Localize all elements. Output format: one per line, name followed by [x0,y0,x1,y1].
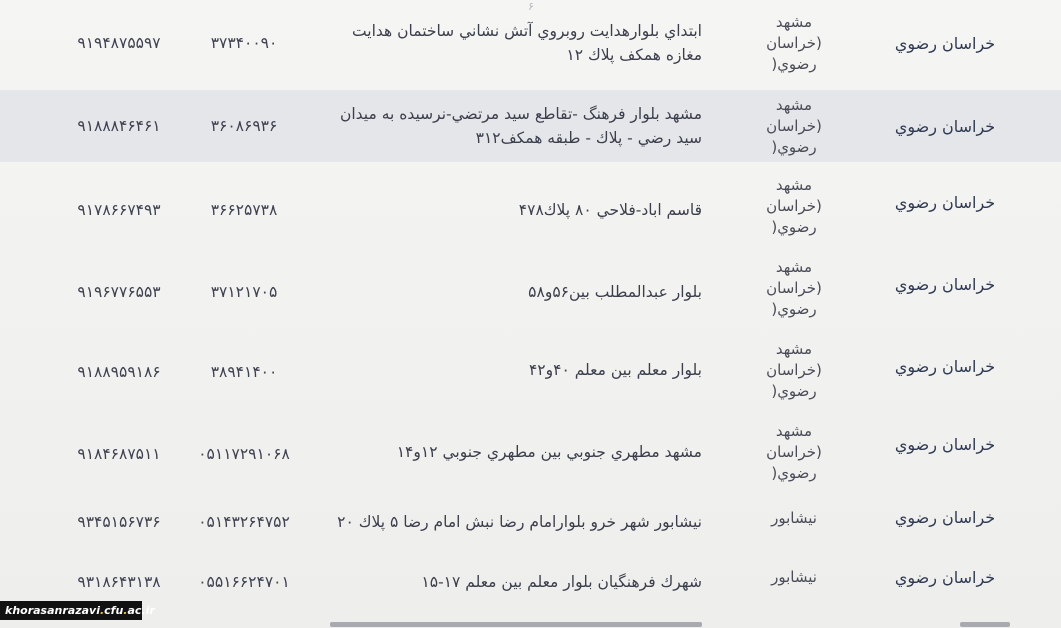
phone-cell: ٣۶٠٨۶٩٣۶ [210,117,278,135]
province-cell: خراسان رضوي [894,192,996,212]
city-cell: نيشابور [771,508,817,527]
table-row [0,564,1061,600]
province-cell: خراسان رضوي [894,567,996,587]
mobile-cell: ٩١٩۶٧٧۶۵۵٣ [77,283,161,301]
phone-cell: ٠۵۵١۶۶٢۴٧٠١ [198,573,290,591]
city-cell: مشهد (خراسان رضوي( [766,95,822,156]
partial-text-fragment [960,622,1010,627]
watermark-suffix: ac.ir [127,604,155,617]
mobile-cell: ٩١٨٨٩۵٩١٨۶ [77,363,161,381]
mobile-cell: ٩١٨۴۶٨٧۵١١ [77,445,161,463]
city-cell: مشهد (خراسان رضوي( [766,257,822,318]
province-cell: خراسان رضوي [894,356,996,376]
province-cell: خراسان رضوي [894,116,996,136]
city-cell: مشهد (خراسان رضوي( [766,421,822,482]
table-row [0,90,1061,162]
province-cell: خراسان رضوي [894,33,996,53]
mobile-cell: ٩٣١٨۶۴٣١٣٨ [77,573,161,591]
table-row [0,496,1061,548]
city-cell: مشهد (خراسان رضوي( [766,12,822,73]
phone-cell: ٣۶۶٢۵٧٣٨ [210,201,278,219]
city-cell: مشهد (خراسان رضوي( [766,175,822,236]
province-cell: خراسان رضوي [894,434,996,454]
mobile-cell: ٩١٧٨۶۶٧۴٩٣ [77,201,161,219]
phone-cell: ٠۵١۴٣٢۶۴٧۵٢ [198,513,290,531]
table-row [0,170,1061,242]
mobile-cell: ٩١٨٨٨۴۶۴۶١ [77,117,161,135]
address-cell: بلوار معلم بين معلم ۴٠و۴٢ [528,361,702,379]
mobile-cell: ٩٣۴۵١۵۶٧٣۶ [77,513,161,531]
city-cell: مشهد (خراسان رضوي( [766,339,822,400]
address-cell: شهرك فرهنگيان بلوار معلم بين معلم ١٧-١۵ [421,573,702,591]
watermark-dot: . [99,604,105,617]
phone-cell: ٠۵١١٧٢٩١٠۶٨ [198,445,290,463]
site-watermark [0,601,155,620]
scan-mark: ۶ [528,0,534,13]
table-row [0,252,1061,324]
table-row [0,334,1061,406]
watermark-mid: cfu [104,604,124,617]
address-cell: مشهد بلوار فرهنگ -تقاطع سيد مرتضي-نرسيده به ميدان سيد رضي - پلاك - طبقه همكف٣١٢ [339,105,702,147]
phone-cell: ٣٨٩۴١۴٠٠ [210,363,278,381]
address-cell: ابتداي بلوارهدايت روبروي آتش نشاني ساختمان هدايت مغازه همكف پلاك ١٢ [352,22,702,64]
table-row [0,6,1061,80]
address-cell: بلوار عبدالمطلب بين۵۶و۵٨ [528,283,702,301]
partial-text-fragment [330,622,702,627]
partial-row [0,618,1061,628]
city-cell: نيشابور [771,567,817,586]
address-cell: مشهد مطهري جنوبي بين مطهري جنوبي ١٢و١۴ [396,443,702,461]
mobile-cell: ٩١٩۴٨٧۵۵٩٧ [77,34,161,52]
address-cell: قاسم اباد-فلاحي ٨٠ پلاك۴٧٨ [518,201,702,219]
phone-cell: ٣٧٣۴٠٠٩٠ [210,34,278,52]
address-cell: نيشابور شهر خرو بلوارامام رضا نبش امام رضا ۵ پلاك ٢٠ [337,513,702,531]
province-cell: خراسان رضوي [894,507,996,527]
province-cell: خراسان رضوي [894,274,996,294]
watermark-dot: . [123,604,128,617]
table-row [0,416,1061,488]
watermark-prefix: khorasanrazavi [5,604,100,617]
phone-cell: ٣٧١٢١٧٠۵ [210,283,278,301]
